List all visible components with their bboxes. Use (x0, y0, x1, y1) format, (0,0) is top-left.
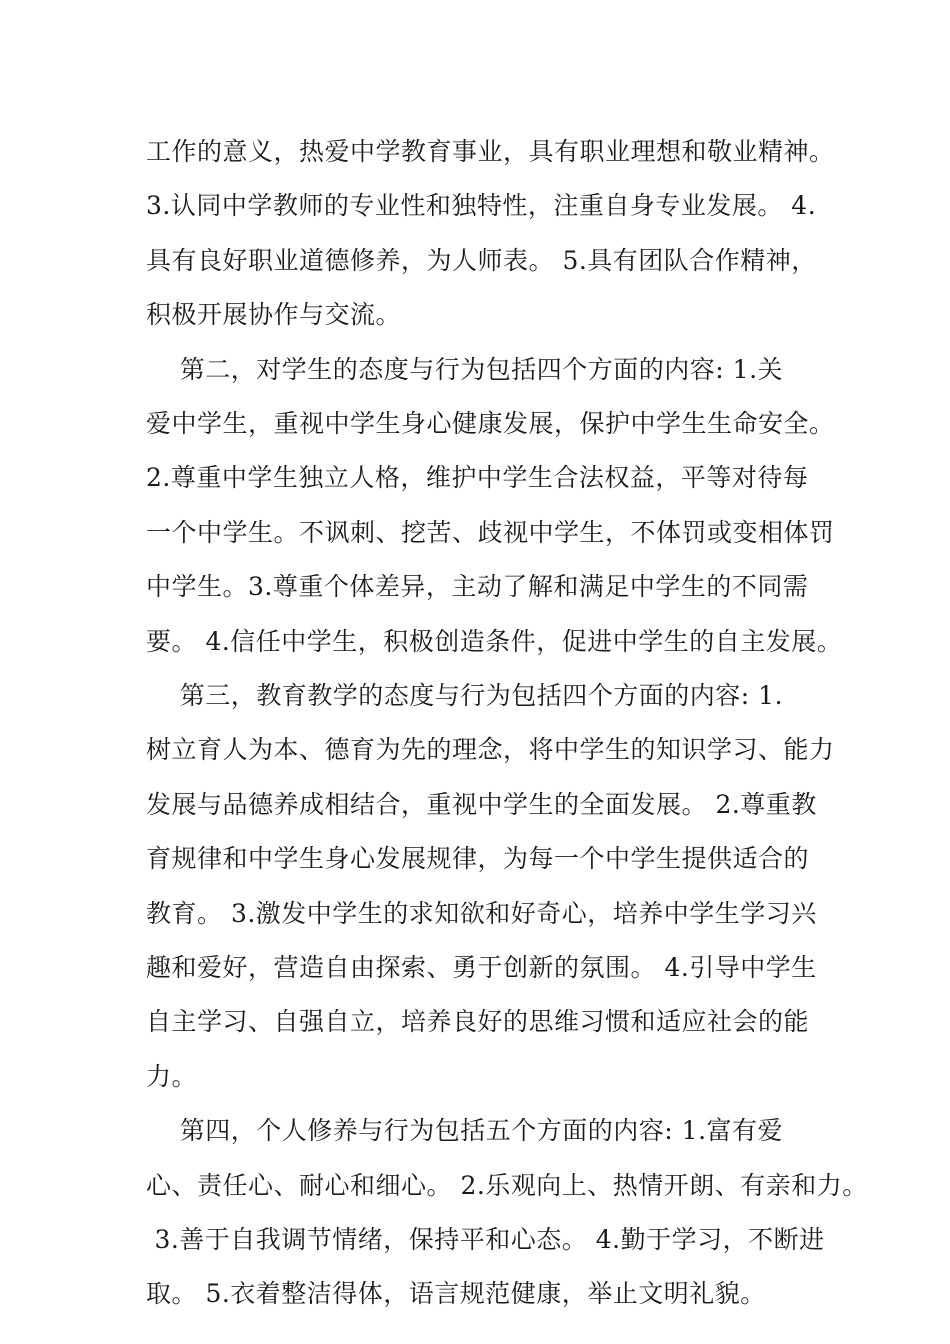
text-line: 一个中学生。不讽刺、挖苦、歧视中学生，不体罚或变相体罚 (146, 518, 835, 547)
text-line: 2.尊重中学生独立人格，维护中学生合法权益，平等对待每 (146, 463, 809, 492)
paragraph-start-line: 第三，教育教学的态度与行为包括四个方面的内容: 1. (146, 681, 784, 710)
text-line: 爱中学生，重视中学生身心健康发展，保护中学生生命安全。 (146, 409, 835, 438)
text-line: 趣和爱好，营造自由探索、勇于创新的氛围。 4.引导中学生 (146, 953, 817, 982)
text-line: 教育。 3.激发中学生的求知欲和好奇心，培养中学生学习兴 (146, 899, 817, 928)
text-line: 发展与品德养成相结合，重视中学生的全面发展。 2.尊重教 (146, 790, 817, 819)
text-line: 取。 5.衣着整洁得体，语言规范健康，举止文明礼貌。 (146, 1279, 766, 1308)
paragraph-start-line: 第二，对学生的态度与行为包括四个方面的内容: 1.关 (146, 355, 784, 384)
text-line: 树立育人为本、德育为先的理念，将中学生的知识学习、能力 (146, 735, 835, 764)
text-line: 3.认同中学教师的专业性和独特性，注重自身专业发展。 4. (146, 191, 817, 220)
text-line: 中学生。3.尊重个体差异，主动了解和满足中学生的不同需 (146, 572, 809, 601)
text-line: 心、责任心、耐心和细心。 2.乐观向上、热情开朗、有亲和力。 (146, 1171, 868, 1200)
text-line: 3.善于自我调节情绪，保持平和心态。 4.勤于学习，不断进 (146, 1225, 825, 1254)
text-line: 工作的意义，热爱中学教育事业，具有职业理想和敬业精神。 (146, 137, 835, 166)
text-line: 育规律和中学生身心发展规律，为每一个中学生提供适合的 (146, 844, 810, 873)
text-line: 具有良好职业道德修养，为人师表。 5.具有团队合作精神， (146, 246, 817, 275)
text-line: 自主学习、自强自立，培养良好的思维习惯和适应社会的能 (146, 1007, 810, 1036)
text-line: 要。 4.信任中学生，积极创造条件，促进中学生的自主发展。 (146, 627, 843, 656)
text-line: 积极开展协作与交流。 (146, 300, 402, 329)
paragraph-start-line: 第四，个人修养与行为包括五个方面的内容: 1.富有爱 (146, 1116, 784, 1145)
text-line: 力。 (146, 1062, 198, 1091)
